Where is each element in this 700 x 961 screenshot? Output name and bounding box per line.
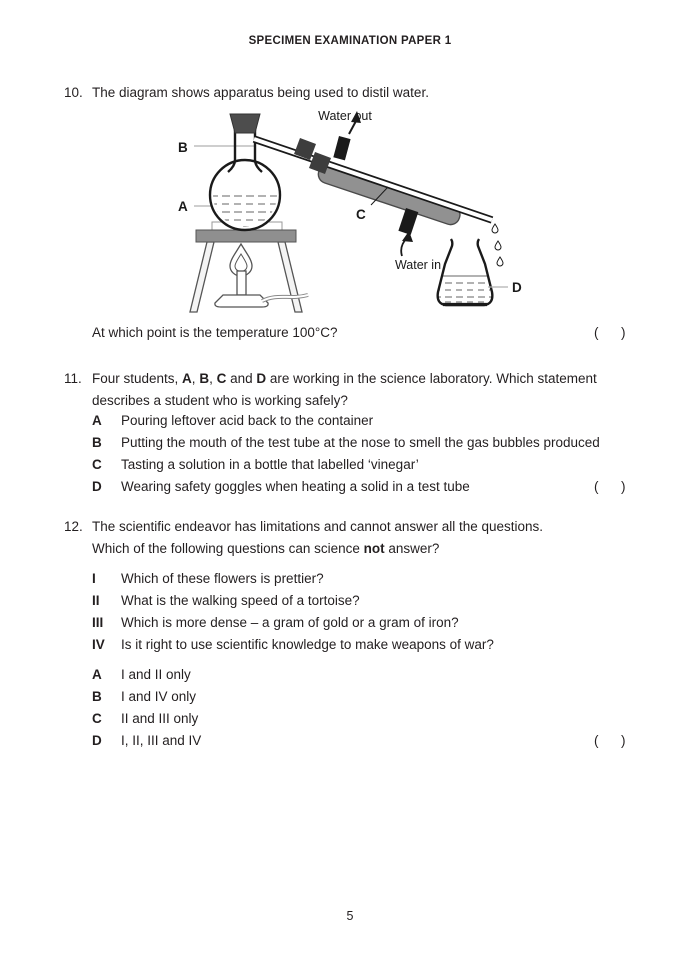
q12-option-a-text: I and II only [121, 667, 191, 682]
diagram-label-b: B [178, 140, 188, 155]
q12-item-4-text: Is it right to use scientific knowledge to make weapons of war? [121, 637, 494, 652]
question-12-line2: Which of the following questions can science not answer? [92, 541, 440, 556]
q12-option-c [92, 708, 591, 730]
water-drops [492, 224, 503, 266]
water-out-nozzle [333, 136, 350, 160]
burner-stem [237, 271, 246, 295]
tripod-and-burner [190, 222, 308, 312]
q11-option-d [92, 476, 591, 498]
question-12-line1: The scientific endeavor has limitations and cannot answer all the questions. [92, 519, 544, 534]
water-out-label: Water out [318, 109, 372, 123]
q12-option-b-text: I and IV only [121, 689, 197, 704]
q12-option-d-letter: D [92, 733, 102, 748]
question-10-number: 10. [64, 85, 83, 100]
q12-option-b-letter: B [92, 689, 102, 704]
flask-bulb [210, 160, 280, 230]
condenser-jacket [316, 162, 462, 227]
question-12-answer-space: ( ) [594, 733, 626, 748]
question-11-answer-space: ( ) [594, 479, 626, 494]
tripod-top [196, 230, 296, 242]
q11-option-c-text: Tasting a solution in a bottle that labelled ‘vinegar’ [121, 457, 419, 472]
question-11-line1: Four students, A, B, C and D are working in the science laboratory. Which statement [92, 371, 597, 386]
question-10-answer-space: ( ) [594, 325, 626, 340]
question-11 [64, 368, 640, 412]
q11-option-c-letter: C [92, 457, 102, 472]
distillation-diagram [150, 108, 540, 327]
q11-option-a [92, 410, 591, 432]
q12-option-d-text: I, II, III and IV [121, 733, 202, 748]
q12-item-3 [92, 612, 591, 634]
q12-option-d [92, 730, 591, 752]
tripod-leg-right [278, 242, 302, 312]
question-11-number: 11. [64, 371, 82, 386]
diagram-label-d: D [512, 280, 522, 295]
tripod-leg-left [190, 242, 214, 312]
q12-item-3-numeral: III [92, 615, 104, 630]
q11-option-b [92, 432, 621, 454]
q12-option-a [92, 664, 591, 686]
q12-item-4 [92, 634, 591, 656]
question-11-line2: describes a student who is working safely? [92, 393, 348, 408]
q12-item-1-text: Which of these flowers is prettier? [121, 571, 324, 586]
delivery-tube [254, 139, 492, 220]
q11-option-b-text: Putting the mouth of the test tube at the nose to smell the gas bubbles produced [121, 435, 600, 450]
q12-item-2 [92, 590, 591, 612]
q11-option-a-letter: A [92, 413, 102, 428]
diagram-label-a: A [178, 199, 188, 214]
water-in-label: Water in [394, 258, 442, 272]
q12-item-2-numeral: II [92, 593, 100, 608]
water-in-nozzle [398, 208, 418, 235]
q11-option-c [92, 454, 591, 476]
burner-base [215, 295, 268, 307]
q12-item-1-numeral: I [92, 571, 96, 586]
q12-option-c-text: II and III only [121, 711, 199, 726]
question-10 [64, 82, 640, 104]
q11-option-a-text: Pouring leftover acid back to the container [121, 413, 374, 428]
q12-option-b [92, 686, 591, 708]
q11-option-b-letter: B [92, 435, 102, 450]
q12-option-a-letter: A [92, 667, 102, 682]
q12-item-4-numeral: IV [92, 637, 105, 652]
q12-option-c-letter: C [92, 711, 102, 726]
q11-option-d-letter: D [92, 479, 102, 494]
diagram-label-c: C [356, 207, 366, 222]
stopper [230, 114, 260, 133]
round-bottom-flask [210, 114, 280, 230]
question-12-number: 12. [64, 519, 83, 534]
q12-item-1 [92, 568, 591, 590]
conical-flask-liquid [434, 276, 496, 302]
q12-item-3-text: Which is more dense – a gram of gold or a gram of iron? [121, 615, 459, 630]
question-10-stem: At which point is the temperature 100°C? [92, 325, 338, 340]
question-12 [64, 516, 640, 560]
page-title: SPECIMEN EXAMINATION PAPER 1 [248, 35, 452, 47]
q12-item-2-text: What is the walking speed of a tortoise? [121, 593, 360, 608]
page-number: 5 [346, 909, 354, 923]
question-10-text: The diagram shows apparatus being used to distil water. [92, 85, 429, 100]
q11-option-d-text: Wearing safety goggles when heating a solid in a test tube [121, 479, 470, 494]
